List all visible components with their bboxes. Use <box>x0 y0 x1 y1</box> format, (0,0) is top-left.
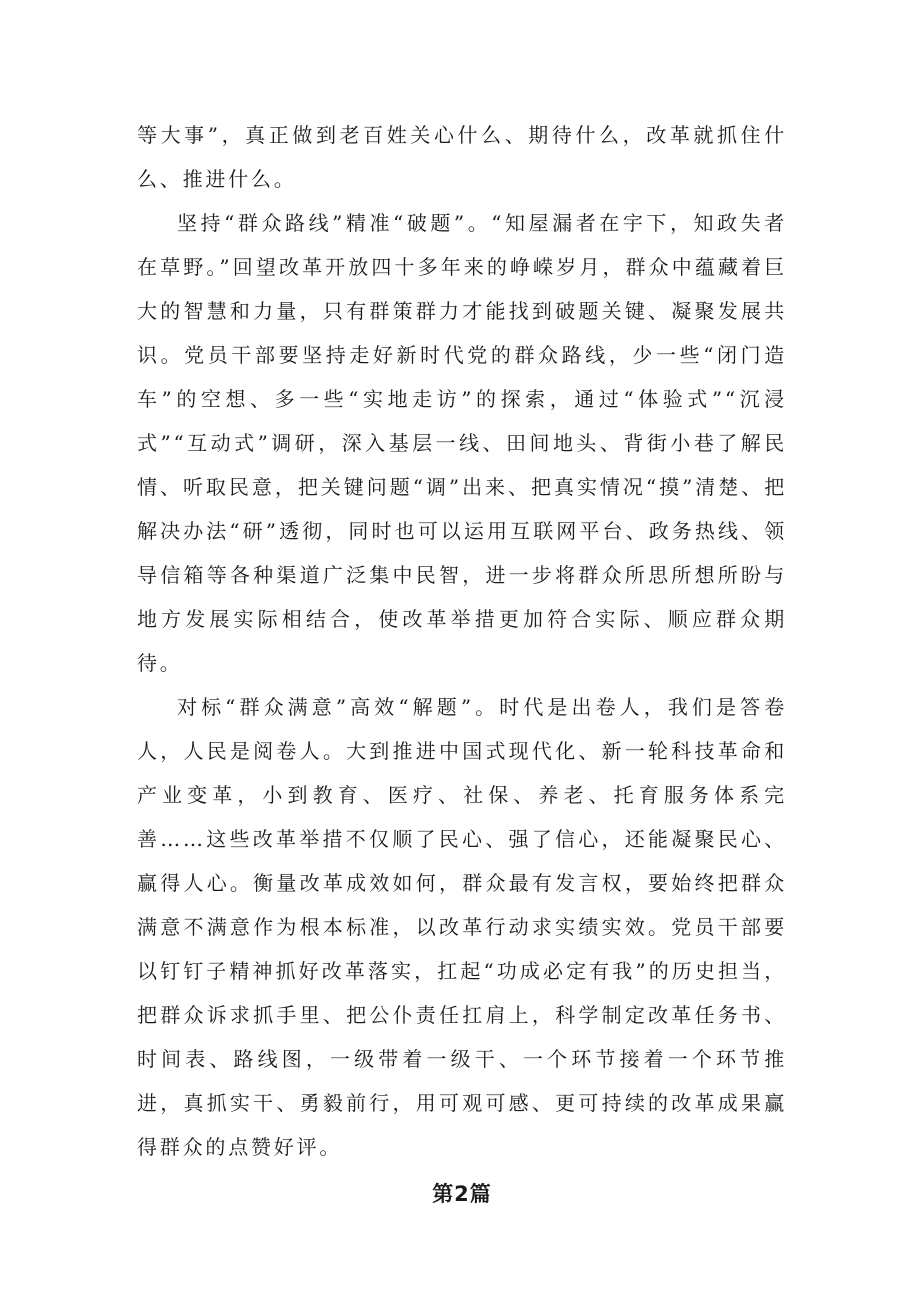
document-page <box>137 113 787 1219</box>
section-title: 第2篇 <box>432 1182 492 1206</box>
paragraph-continuation: 等大事”，真正做到老百姓关心什么、期待什么，改革就抓住什么、推进什么。 <box>137 123 787 191</box>
paragraph-mass-line: 坚持“群众路线”精准“破题”。“知屋漏者在宇下，知政失者在草野。”回望改革开放四十多年来的峥嵘岁月，群众中蕴藏着巨大的智慧和力量，只有群策群力才能找到破题关键、凝聚发展共识。党员干部要坚持走好新时代党的群众路线，少一些“闭门造车”的空想、多一些“实地走访”的探索，通过“体验式”“沉浸式”“互动式”调研，深入基层一线、田间地头、背街小巷了解民情、听取民意，把关键问题“调”出来、把真实情况“摸”清楚、把解决办法“研”透彻，同时也可以运用互联网平台、政务热线、领导信箱等各种渠道广泛集中民智，进一步将群众所思所想所盼与地方发展实际相结合，使改革举措更加符合实际、顺应群众期待。 <box>137 211 787 675</box>
paragraph-mass-satisfaction: 对标“群众满意”高效“解题”。时代是出卷人，我们是答卷人，人民是阅卷人。大到推进中国式现代化、新一轮科技革命和产业变革，小到教育、医疗、社保、养老、托育服务体系完善……这些改革举措不仅顺了民心、强了信心，还能凝聚民心、赢得人心。衡量改革成效如何，群众最有发言权，要始终把群众满意不满意作为根本标准，以改革行动求实绩实效。党员干部要以钉钉子精神抓好改革落实，扛起“功成必定有我”的历史担当，把群众诉求抓手里、把公仆责任扛肩上，科学制定改革任务书、时间表、路线图，一级带着一级干、一个环节接着一个环节推进，真抓实干、勇毅前行，用可观可感、更可持续的改革成果赢得群众的点赞好评。 <box>137 695 787 1159</box>
